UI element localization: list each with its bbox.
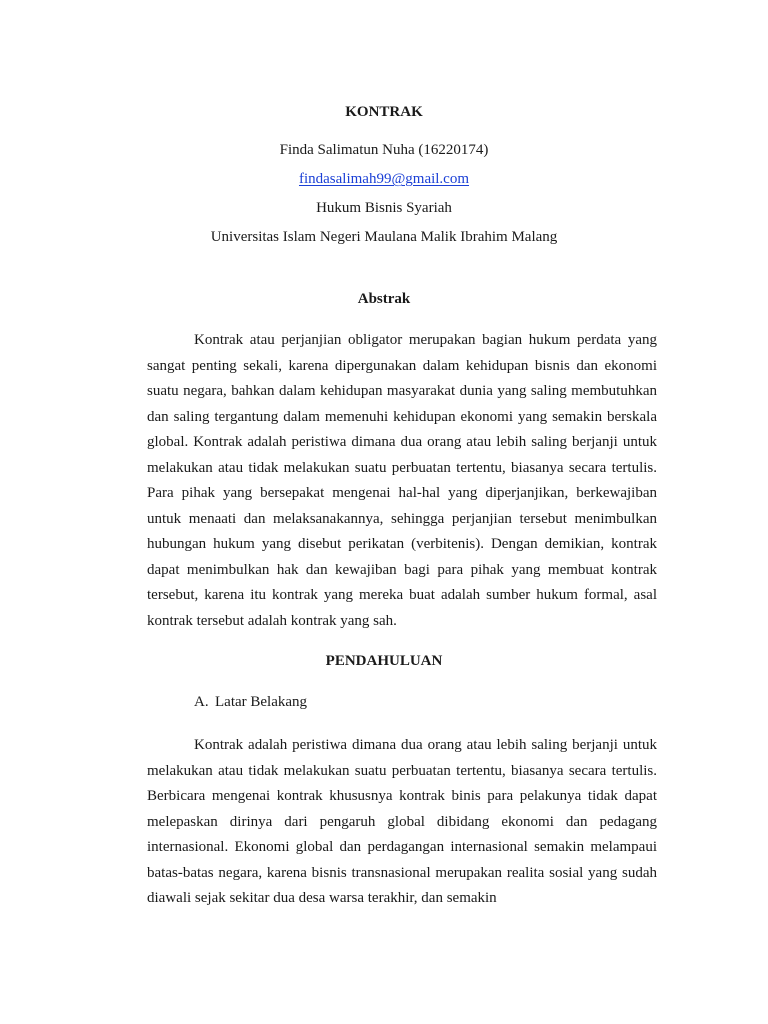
document-title: KONTRAK bbox=[345, 104, 423, 120]
institution-line: Universitas Islam Negeri Maulana Malik Ibrahim Malang bbox=[210, 229, 558, 245]
subsection-marker: A. bbox=[194, 694, 209, 710]
abstract-paragraph: Kontrak atau perjanjian obligator merupakan bagian hukum perdata yang sangat penting sekali, karena dipergunakan dalam kehidupan bisnis dan ekonomi suatu negara, bahkan dalam kehidupan masyarakat dunia yang saling membutuhkan dan saling tergantung dalam memenuhi kehidupan ekonomi yang semakin berskala global. Kontrak adalah peristiwa dimana dua orang atau lebih saling berjanji untuk melakukan atau tidak melakukan suatu perbuatan tertentu, biasanya secara tertulis. Para pihak yang bersepakat mengenai hal-hal yang diperjanjikan, berkewajiban untuk menaati dan melaksanakannya, sehingga perjanjian tersebut menimbulkan hubungan hukum yang disebut perikatan (verbitenis). Dengan demikian, kontrak dapat menimbulkan hak dan kewajiban bagi para pihak yang membuat kontrak tersebut, karena itu kontrak yang mereka buat adalah sumber hukum formal, asal kontrak tersebut adalah kontrak yang sah. bbox=[147, 332, 657, 629]
email-line bbox=[0, 170, 768, 188]
abstract-heading: Abstrak bbox=[357, 291, 411, 307]
introduction-paragraph: Kontrak adalah peristiwa dimana dua orang atau lebih saling berjanji untuk melakukan atau tidak melakukan suatu perbuatan tertentu, biasanya secara tertulis. Berbicara mengenai kontrak khususnya kontrak binis para pelakunya tidak dapat melepaskan dirinya dari pengaruh global dibidang ekonomi dan pedagang internasional. Ekonomi global dan perdagangan internasional semakin melampaui batas-batas negara, karena bisnis transnasional merupakan realita sosial yang sudah diawali sejak sekitar dua desa warsa terakhir, dan semakin bbox=[147, 737, 657, 906]
email-link[interactable]: findasalimah99@gmail.com bbox=[298, 171, 470, 187]
introduction-heading: PENDAHULUAN bbox=[325, 653, 443, 669]
course-line: Hukum Bisnis Syariah bbox=[316, 200, 452, 216]
author-line: Finda Salimatun Nuha (16220174) bbox=[279, 142, 489, 158]
subsection-heading bbox=[194, 693, 307, 711]
subsection-title: Latar Belakang bbox=[215, 694, 308, 710]
